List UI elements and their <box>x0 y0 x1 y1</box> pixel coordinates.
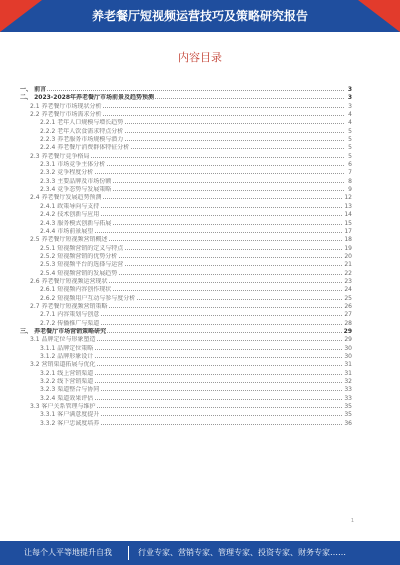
toc-entry-number: 2.4.1 <box>40 202 56 210</box>
toc-entry[interactable] <box>20 311 352 319</box>
toc-entry[interactable] <box>20 345 352 353</box>
toc-entry-label: 养老餐厅消费群体特征分析 <box>57 144 130 152</box>
toc-entry[interactable] <box>20 153 352 161</box>
toc-entry[interactable] <box>20 136 352 144</box>
toc-entry-label: 短视频营销的优势分析 <box>57 252 118 260</box>
footer-experts: 行业专家、营销专家、管理专家、投资专家、财务专家…… <box>138 548 346 557</box>
toc-entry[interactable] <box>20 386 352 394</box>
toc-entry-number: 2.6 <box>30 277 40 285</box>
toc-entry-label: 竞争程度分析 <box>57 169 94 177</box>
toc-entry[interactable] <box>20 194 352 202</box>
toc-entry-number: 2.7 <box>30 302 40 310</box>
toc-entry-number: 一、 <box>20 86 33 93</box>
toc-entry-label: 短视频内容创作现状 <box>57 286 112 294</box>
toc-entry-text <box>40 286 112 294</box>
toc-entry-text <box>40 270 118 278</box>
toc-entry-text <box>30 361 96 369</box>
toc-entry-label: 品牌定位策略 <box>57 344 94 352</box>
toc-entry-page: 3 <box>348 102 352 110</box>
toc-entry-label: 渠道效果评估 <box>57 394 94 402</box>
toc-entry[interactable] <box>20 336 352 344</box>
toc-entry[interactable] <box>20 111 352 119</box>
toc-entry-text <box>30 403 96 411</box>
toc-entry-text <box>20 328 107 336</box>
toc-entry-page: 5 <box>348 127 352 135</box>
toc-entry-page: 31 <box>344 369 352 377</box>
toc-entry-number: 2.6.2 <box>40 294 56 302</box>
toc-entry-page: 21 <box>344 261 352 269</box>
toc-entry-label: 养老餐厅短视频营销策略 <box>41 302 108 310</box>
toc-entry-number: 2.2 <box>30 111 40 119</box>
toc-entry[interactable] <box>20 370 352 378</box>
toc-entry-number: 2.7.2 <box>40 319 56 327</box>
toc-entry[interactable] <box>20 278 352 286</box>
toc-entry[interactable] <box>20 220 352 228</box>
toc-entry-number: 2.4.4 <box>40 227 56 235</box>
toc-entry-page: 12 <box>344 194 352 202</box>
toc-entry-text <box>40 370 94 378</box>
toc-entry-page: 5 <box>348 144 352 152</box>
toc-entry-label: 技术创新与应用 <box>57 211 100 219</box>
toc-entry-text <box>30 153 90 161</box>
toc-entry-page: 35 <box>344 411 352 419</box>
toc-entry-label: 服务模式创新与拓展 <box>57 219 112 227</box>
toc-entry-number: 2.3.3 <box>40 177 56 185</box>
toc-entry[interactable] <box>20 86 352 94</box>
toc-entry-label: 品牌定位与形象塑造 <box>41 336 96 344</box>
toc-entry[interactable] <box>20 303 352 311</box>
toc-entry-label: 养老餐厅短视频运营现状 <box>41 277 108 285</box>
toc-entry-label: 2023-2028年养老餐厅市场前景及趋势预测 <box>34 94 154 102</box>
toc-entry-page: 20 <box>344 252 352 260</box>
toc-entry-label: 养老服务市场规模与潜力 <box>57 136 124 144</box>
toc-entry-page: 6 <box>348 161 352 169</box>
toc-entry-page: 3 <box>347 94 352 102</box>
toc-entry-page: 19 <box>344 244 352 252</box>
toc-entry-text <box>40 128 124 136</box>
toc-entry-label: 市场竞争主体分析 <box>57 161 106 169</box>
toc-entry-label: 短视频营销的发展趋势 <box>57 269 118 277</box>
toc-entry-number: 2.1 <box>30 102 40 110</box>
toc-entry-label: 政策导向与支持 <box>57 202 100 210</box>
toc-entry-number: 2.5.4 <box>40 269 56 277</box>
toc-entry-page: 36 <box>344 419 352 427</box>
toc-entry[interactable] <box>20 403 352 411</box>
toc-entry-text <box>40 161 106 169</box>
toc-entry-page: 17 <box>344 227 352 235</box>
toc-entry[interactable] <box>20 103 352 111</box>
toc-entry-text <box>30 303 108 311</box>
toc-entry-label: 主要品牌及市场份额 <box>57 177 112 185</box>
toc-entry-label: 客户满意度提升 <box>57 411 100 419</box>
toc-entry[interactable] <box>20 178 352 186</box>
toc-entry-label: 渠道整合与协同 <box>57 386 100 394</box>
toc-entry-number: 3.2.2 <box>40 378 56 386</box>
toc-entry-text <box>40 320 100 328</box>
toc-entry-text <box>40 178 112 186</box>
toc-entry-number: 3.3.2 <box>40 419 56 427</box>
toc-entry[interactable] <box>20 361 352 369</box>
toc-entry[interactable] <box>20 420 352 428</box>
toc-heading: 内容目录 <box>178 51 222 64</box>
toc-entry-label: 养老餐厅竞争格局 <box>41 152 90 160</box>
toc-entry[interactable] <box>20 411 352 419</box>
toc-entry-text <box>20 94 155 102</box>
toc-entry[interactable] <box>20 128 352 136</box>
toc-entry[interactable] <box>20 203 352 211</box>
toc-entry-number: 2.2.4 <box>40 144 56 152</box>
toc-entry-text <box>40 136 124 144</box>
toc-entry-number: 2.3.4 <box>40 186 56 194</box>
toc-entry-label: 养老餐厅短视频营销概述 <box>41 236 108 244</box>
toc-entry-text <box>40 186 112 194</box>
toc-entry-text <box>20 86 47 94</box>
toc-entry-number: 三、 <box>20 327 33 335</box>
toc-entry-text <box>40 245 124 253</box>
toc-entry-page: 33 <box>344 386 352 394</box>
toc-entry-label: 老年人饮食需求特点分析 <box>57 127 124 135</box>
toc-entry-text <box>40 295 136 303</box>
toc-entry[interactable] <box>20 328 352 336</box>
toc-entry-page: 33 <box>344 394 352 402</box>
toc-entry-page: 3 <box>347 86 352 93</box>
footer-slogan: 让每个人平等地提升自我 <box>24 548 112 557</box>
toc-entry-number: 2.3.1 <box>40 161 56 169</box>
toc-entry-number: 二、 <box>20 94 33 102</box>
toc-entry-number: 2.3.2 <box>40 169 56 177</box>
toc-entry-page: 35 <box>344 403 352 411</box>
toc-entry-number: 2.6.1 <box>40 286 56 294</box>
toc-entry-page: 4 <box>348 111 352 119</box>
footer-banner <box>0 541 400 565</box>
toc-entry-label: 线上营销渠道 <box>57 369 94 377</box>
toc-entry-text <box>30 194 102 202</box>
toc-entry-text <box>40 169 94 177</box>
toc-entry[interactable] <box>20 169 352 177</box>
toc-entry-number: 3.1 <box>30 336 40 344</box>
toc-entry-page: 27 <box>344 311 352 319</box>
toc-entry-label: 老年人口规模与增长趋势 <box>57 119 124 127</box>
toc-entry-page: 32 <box>344 378 352 386</box>
toc-entry[interactable] <box>20 186 352 194</box>
toc-entry-number: 2.5.1 <box>40 244 56 252</box>
footer-divider <box>128 546 129 560</box>
toc-entry-text <box>40 411 100 419</box>
toc-entry-label: 竞争态势与发展策略 <box>57 186 112 194</box>
table-of-contents <box>20 86 352 428</box>
toc-entry[interactable] <box>20 295 352 303</box>
toc-entry-number: 2.5 <box>30 236 40 244</box>
toc-entry-number: 3.2.3 <box>40 386 56 394</box>
toc-entry-page: 5 <box>348 152 352 160</box>
toc-entry-text <box>40 345 94 353</box>
toc-entry-label: 养老餐厅发展趋势预测 <box>41 194 102 202</box>
toc-entry-text <box>30 103 102 111</box>
toc-entry-text <box>30 336 96 344</box>
toc-entry-text <box>40 144 130 152</box>
toc-entry-number: 3.1.2 <box>40 353 56 360</box>
toc-entry-page: 26 <box>344 302 352 310</box>
toc-leader-dots <box>20 90 344 91</box>
toc-entry-label: 客户忠诚度培养 <box>57 419 100 427</box>
toc-entry-number: 2.2.3 <box>40 136 56 144</box>
toc-entry-label: 养老餐厅市场营销策略研究 <box>34 327 107 335</box>
toc-entry-text <box>40 261 124 269</box>
toc-entry-text <box>40 220 112 228</box>
toc-entry-number: 2.5.2 <box>40 252 56 260</box>
toc-entry-label: 营销渠道拓展与优化 <box>41 361 96 369</box>
toc-entry[interactable] <box>20 378 352 386</box>
toc-entry-number: 2.5.3 <box>40 261 56 269</box>
toc-entry-page: 22 <box>344 269 352 277</box>
toc-entry-page: 4 <box>348 119 352 127</box>
toc-entry[interactable] <box>20 119 352 127</box>
toc-entry-label: 市场前景展望 <box>57 227 94 235</box>
toc-entry-number: 3.1.1 <box>40 344 56 352</box>
toc-entry-text <box>40 253 118 261</box>
toc-entry-number: 2.3 <box>30 152 40 160</box>
toc-entry-text <box>30 111 102 119</box>
toc-entry-text <box>40 311 100 319</box>
toc-entry-page: 29 <box>344 336 352 344</box>
toc-entry[interactable] <box>20 261 352 269</box>
toc-entry[interactable] <box>20 236 352 244</box>
toc-entry-label: 短视频营销的定义与特点 <box>57 244 124 252</box>
toc-entry-text <box>40 211 100 219</box>
toc-entry-text <box>40 420 100 428</box>
toc-entry-page: 28 <box>344 319 352 327</box>
toc-entry-page: 15 <box>344 219 352 227</box>
toc-entry-page: 7 <box>348 169 352 177</box>
toc-entry-label: 传播推广与渠道 <box>57 319 100 327</box>
toc-entry-number: 2.2.1 <box>40 119 56 127</box>
toc-entry-page: 23 <box>344 277 352 285</box>
toc-entry-page: 9 <box>348 186 352 194</box>
toc-entry-text <box>40 119 124 127</box>
toc-entry-label: 品牌形象设计 <box>57 353 94 360</box>
toc-entry-page: 18 <box>344 236 352 244</box>
document-title: 养老餐厅短视频运营技巧及策略研究报告 <box>91 9 308 23</box>
toc-entry-page: 8 <box>348 177 352 185</box>
toc-entry-text <box>40 353 94 361</box>
toc-entry-label: 短视频平台的选择与运营 <box>57 261 124 269</box>
toc-entry[interactable] <box>20 211 352 219</box>
toc-entry-label: 短视频用户互动与参与度分析 <box>57 294 136 302</box>
toc-entry-text <box>30 278 108 286</box>
toc-entry[interactable] <box>20 270 352 278</box>
toc-entry-number: 2.4.3 <box>40 219 56 227</box>
toc-entry-number: 2.4 <box>30 194 40 202</box>
toc-entry-text <box>40 203 100 211</box>
toc-entry-page: 31 <box>344 361 352 369</box>
toc-entry[interactable] <box>20 320 352 328</box>
toc-entry-number: 2.7.1 <box>40 311 56 319</box>
toc-entry-label: 养老餐厅市场需求分析 <box>41 111 102 119</box>
toc-entry[interactable] <box>20 286 352 294</box>
toc-entry[interactable] <box>20 94 352 102</box>
toc-entry-text <box>40 378 94 386</box>
toc-entry[interactable] <box>20 228 352 236</box>
toc-entry-text <box>40 386 100 394</box>
toc-entry-page: 14 <box>344 211 352 219</box>
toc-entry-page: 29 <box>343 327 352 335</box>
toc-entry-number: 3.2.4 <box>40 394 56 402</box>
toc-entry-number: 3.3 <box>30 403 40 411</box>
toc-entry[interactable] <box>20 353 352 361</box>
toc-entry-number: 3.2 <box>30 361 40 369</box>
toc-entry-label: 客户关系管理与维护 <box>41 403 96 411</box>
toc-entry-number: 3.2.1 <box>40 369 56 377</box>
toc-entry-text <box>40 228 94 236</box>
toc-entry-label: 前言 <box>34 86 47 93</box>
toc-entry-label: 内容策划与创意 <box>57 311 100 319</box>
toc-entry-text <box>40 395 94 403</box>
toc-entry-page: 5 <box>348 136 352 144</box>
toc-entry[interactable] <box>20 253 352 261</box>
toc-entry[interactable] <box>20 395 352 403</box>
toc-entry-number: 2.4.2 <box>40 211 56 219</box>
toc-entry-page: 30 <box>344 353 352 360</box>
toc-entry-number: 3.3.1 <box>40 411 56 419</box>
toc-entry-page: 25 <box>344 294 352 302</box>
page-number: 1 <box>350 518 354 524</box>
toc-entry[interactable] <box>20 144 352 152</box>
toc-entry-page: 30 <box>344 344 352 352</box>
toc-entry[interactable] <box>20 245 352 253</box>
toc-entry-text <box>30 236 108 244</box>
toc-entry[interactable] <box>20 161 352 169</box>
toc-entry-label: 养老餐厅市场现状分析 <box>41 102 102 110</box>
toc-entry-page: 24 <box>344 286 352 294</box>
toc-entry-number: 2.2.2 <box>40 127 56 135</box>
header-banner <box>0 0 400 32</box>
toc-entry-label: 线下营销渠道 <box>57 378 94 386</box>
toc-entry-page: 13 <box>344 202 352 210</box>
